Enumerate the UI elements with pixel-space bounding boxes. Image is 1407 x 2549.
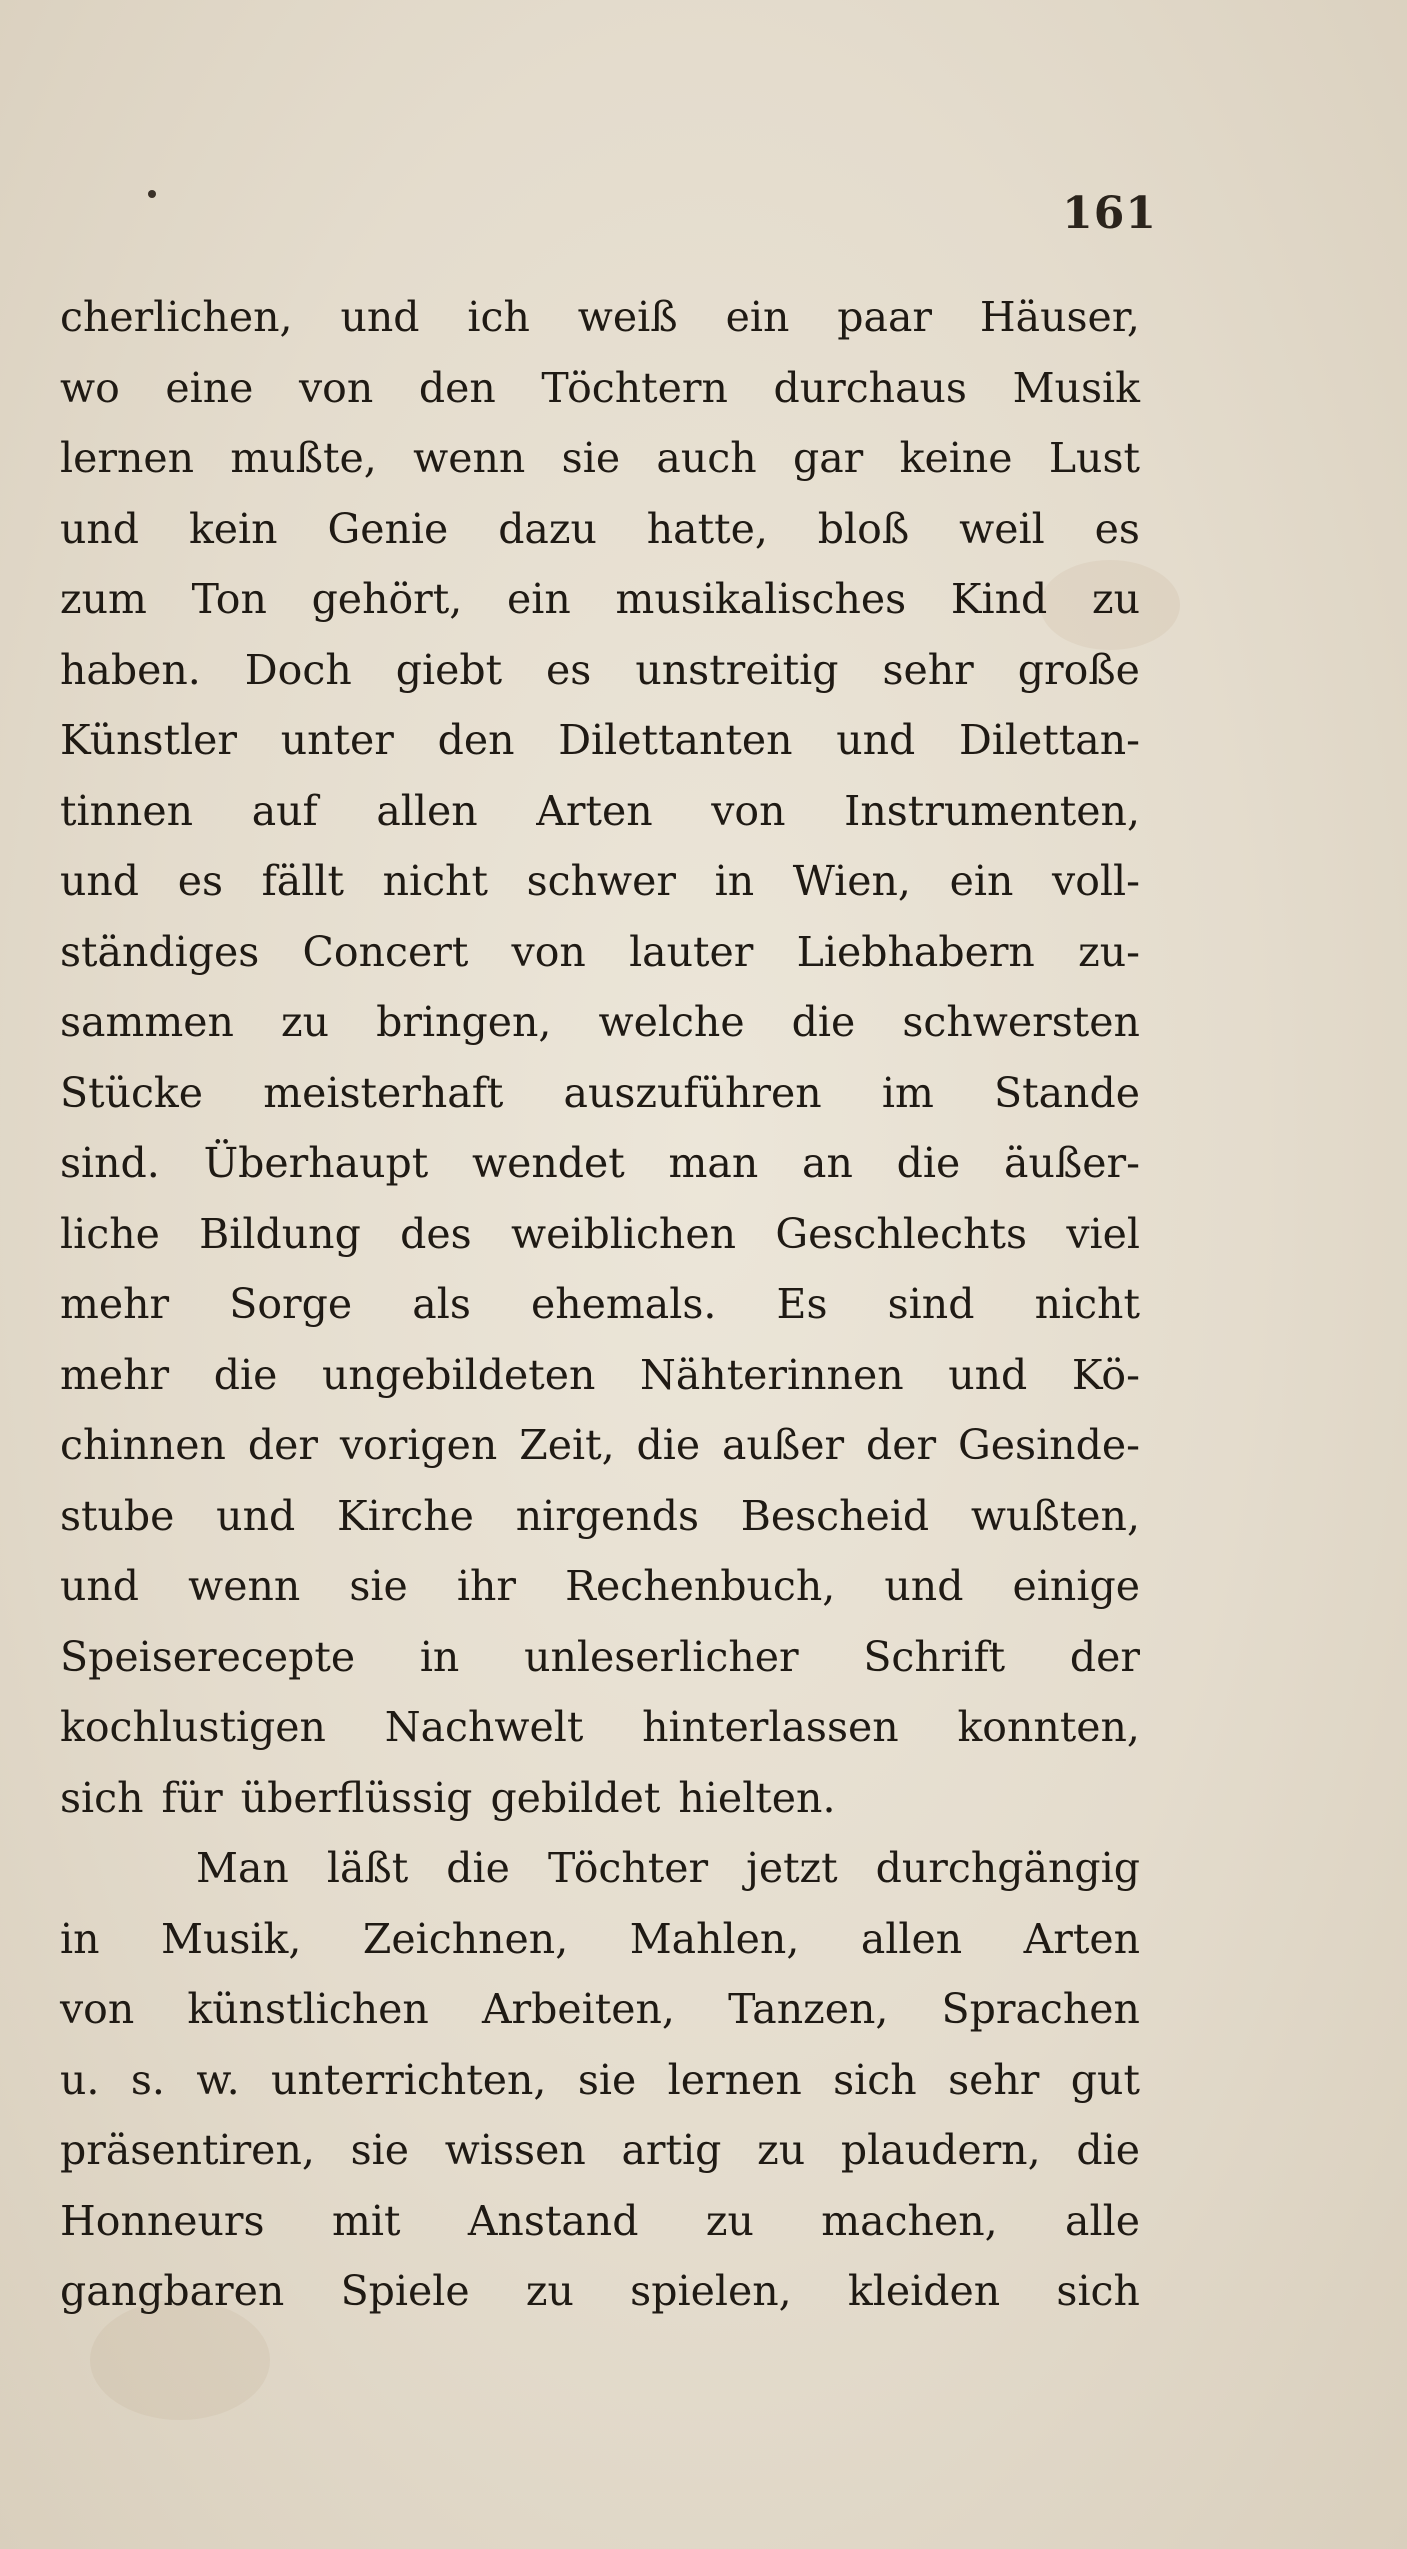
word: es [177, 857, 223, 905]
word: durchaus [773, 363, 967, 412]
word: Nachwelt [384, 1703, 584, 1751]
word: kochlustigen [60, 1703, 326, 1751]
word: unterrichten, [271, 2055, 547, 2104]
word: vorigen [339, 1421, 498, 1469]
word: auszuführen [563, 1068, 822, 1117]
word: Geschlechts [775, 1209, 1028, 1258]
word: Tanzen, [728, 1985, 889, 2033]
text-line [60, 1833, 1140, 1904]
text-line [60, 282, 1140, 353]
word: giebt [395, 645, 503, 694]
word: hatte, [646, 504, 768, 553]
word: sie [561, 434, 621, 482]
text-line [60, 1763, 1140, 1834]
word: Stande [994, 1068, 1140, 1117]
word: die [896, 1139, 961, 1187]
word: die [1076, 2126, 1140, 2174]
word: plaudern, [840, 2126, 1041, 2174]
text-line [60, 2045, 1140, 2116]
text-line [60, 987, 1140, 1058]
margin-mark [148, 190, 156, 198]
word: auch [656, 434, 757, 482]
word: im [881, 1068, 934, 1117]
word: der [1069, 1632, 1140, 1681]
word: Dilettan- [958, 716, 1140, 764]
word: hielten. [678, 1773, 836, 1822]
word: chinnen [60, 1421, 226, 1469]
word: den [437, 716, 515, 764]
text-line [60, 846, 1140, 917]
word: es [546, 645, 592, 694]
word: es [1094, 504, 1140, 553]
word: Musik, [161, 1914, 302, 1963]
word: spielen, [630, 2267, 792, 2315]
word: sich [833, 2055, 917, 2104]
word: und [948, 1350, 1028, 1399]
word: ständiges [60, 927, 260, 976]
word: schwer [526, 857, 676, 905]
word: welche [598, 998, 745, 1046]
word: von [298, 363, 374, 412]
word: cherlichen, [60, 293, 293, 341]
word: Genie [327, 504, 449, 553]
word: außer [722, 1421, 845, 1469]
word: lernen [60, 434, 195, 482]
word: Arten [1023, 1914, 1140, 1963]
word: gebildet [490, 1773, 661, 1822]
word: von [60, 1985, 135, 2033]
word: musikalisches [615, 575, 907, 623]
word: weiblichen [511, 1209, 737, 1258]
text-line [60, 1058, 1140, 1129]
word: die [446, 1844, 510, 1892]
word: Arbeiten, [481, 1985, 675, 2033]
word: Stücke [60, 1068, 204, 1117]
word: die [636, 1421, 701, 1469]
text-line [60, 2115, 1140, 2186]
word: Kirche [336, 1491, 474, 1540]
word: große [1017, 645, 1140, 694]
word: Ton [191, 575, 267, 623]
word: ungebildeten [321, 1350, 596, 1399]
word: wo [60, 363, 120, 412]
word: wenn [188, 1562, 301, 1610]
word: gehört, [311, 575, 463, 623]
word: allen [860, 1914, 963, 1963]
word: mit [331, 2196, 401, 2245]
text-line [60, 635, 1140, 706]
word: die [213, 1350, 278, 1399]
word: Zeichnen, [362, 1914, 569, 1963]
word: Überhaupt [203, 1139, 429, 1187]
word: und [836, 716, 916, 764]
word: wendet [472, 1139, 625, 1187]
word: paar [837, 293, 932, 341]
word: nirgends [515, 1491, 700, 1540]
word: jetzt [746, 1844, 838, 1892]
word: Wien, [792, 857, 911, 905]
word: unter [280, 716, 394, 764]
word: sie [577, 2055, 637, 2104]
text-line [60, 917, 1140, 988]
text-line [60, 423, 1140, 494]
word: sammen [60, 998, 234, 1046]
word: kein [188, 504, 278, 553]
word: meisterhaft [263, 1068, 504, 1117]
word: Es [776, 1280, 828, 1328]
word: und [60, 857, 140, 905]
text-line [60, 1622, 1140, 1693]
word: konnten, [957, 1703, 1140, 1751]
word: bringen, [376, 998, 552, 1046]
word: mußte, [230, 434, 377, 482]
word: Rechenbuch, [565, 1562, 836, 1610]
word: Sorge [229, 1280, 353, 1328]
word: u. [60, 2055, 100, 2104]
word: Bildung [199, 1209, 361, 1258]
word: von [711, 786, 786, 835]
word: sich [60, 1773, 144, 1822]
text-line [60, 1199, 1140, 1270]
word: Töchtern [541, 363, 728, 412]
word: schwersten [902, 998, 1140, 1046]
word: hinterlassen [642, 1703, 899, 1751]
word: Musik [1012, 363, 1140, 412]
word: artig [621, 2126, 722, 2174]
word: ein [506, 575, 571, 623]
text-line [60, 1410, 1140, 1481]
word: und [884, 1562, 964, 1610]
word: tinnen [60, 786, 194, 835]
word: fällt [261, 857, 344, 905]
text-line [60, 1974, 1140, 2045]
word: ein [725, 293, 790, 341]
word: lauter [629, 927, 754, 976]
word: allen [376, 786, 478, 835]
word: dazu [498, 504, 597, 553]
word: Kö- [1071, 1350, 1140, 1399]
word: bloß [817, 504, 910, 553]
word: zu- [1078, 927, 1140, 976]
word: läßt [326, 1844, 409, 1892]
text-line [60, 705, 1140, 776]
word: unleserlicher [524, 1632, 799, 1681]
word: Man [196, 1844, 289, 1892]
word: die [791, 998, 856, 1046]
word: Künstler [60, 716, 238, 764]
word: weiß [577, 293, 678, 341]
word: ehemals. [530, 1280, 717, 1328]
word: wenn [413, 434, 526, 482]
word: weil [959, 504, 1045, 553]
word: Arten [536, 786, 653, 835]
word: ihr [456, 1562, 517, 1610]
word: und [60, 1562, 140, 1610]
word: überflüssig [240, 1773, 473, 1822]
word: präsentiren, [60, 2126, 315, 2174]
word: w. [196, 2055, 240, 2104]
word: Concert [302, 927, 469, 976]
word: sind. [60, 1139, 160, 1187]
word: Sprachen [941, 1985, 1140, 2033]
word: Zeit, [519, 1421, 615, 1469]
word: Gesinde- [958, 1421, 1140, 1469]
word: nicht [382, 857, 488, 905]
word: eine [165, 363, 254, 412]
word: lernen [667, 2055, 802, 2104]
word: haben. [60, 645, 201, 694]
page-number: 161 [1062, 188, 1157, 239]
word: auf [251, 786, 318, 835]
text-line [60, 1904, 1140, 1975]
word: sind [887, 1280, 975, 1328]
word: des [400, 1209, 472, 1258]
word: Bescheid [740, 1491, 930, 1540]
word: sie [349, 1562, 408, 1610]
word: wußten, [970, 1491, 1140, 1540]
text-line [60, 1692, 1140, 1763]
word: zum [60, 575, 147, 623]
word: einige [1012, 1562, 1140, 1610]
word: mehr [60, 1350, 170, 1399]
word: ein [949, 857, 1014, 905]
word: kleiden [847, 2267, 1001, 2315]
word: Doch [244, 645, 352, 694]
word: Dilettanten [558, 716, 793, 764]
word: s. [130, 2055, 165, 2104]
word: Nähterinnen [639, 1350, 904, 1399]
word: ich [467, 293, 530, 341]
word: an [802, 1139, 853, 1187]
text-line [60, 353, 1140, 424]
text-line [60, 1128, 1140, 1199]
text-line [60, 564, 1140, 635]
word: sie [350, 2126, 410, 2174]
word: künstlichen [187, 1985, 429, 2033]
word: viel [1066, 1209, 1140, 1258]
word: für [161, 1773, 223, 1822]
word: Häuser, [979, 293, 1140, 341]
word: den [418, 363, 496, 412]
body-text [60, 282, 1140, 2327]
word: sich [1056, 2267, 1140, 2315]
word: Lust [1048, 434, 1140, 482]
word: als [412, 1280, 471, 1328]
word: Kind [950, 575, 1048, 623]
word: zu [705, 2196, 754, 2245]
word: der [866, 1421, 937, 1469]
word: Töchter [547, 1844, 709, 1892]
word: Speiserecepte [60, 1632, 356, 1681]
word: gangbaren [60, 2267, 285, 2315]
word: mehr [60, 1280, 170, 1328]
text-line [60, 1551, 1140, 1622]
word: machen, [821, 2196, 998, 2245]
word: gut [1070, 2055, 1140, 2104]
word: gar [792, 434, 864, 482]
word: in [419, 1632, 460, 1681]
word: nicht [1034, 1280, 1140, 1328]
word: zu [525, 2267, 574, 2315]
word: zu [1091, 575, 1140, 623]
text-line [60, 1481, 1140, 1552]
word: unstreitig [635, 645, 839, 694]
word: man [668, 1139, 759, 1187]
word: äußer- [1004, 1139, 1140, 1187]
word: und [216, 1491, 296, 1540]
word: Honneurs [60, 2196, 265, 2245]
word: Mahlen, [629, 1914, 800, 1963]
word: Liebhabern [796, 927, 1035, 976]
word: Anstand [467, 2196, 639, 2245]
word: durchgängig [875, 1844, 1140, 1892]
text-line [60, 1340, 1140, 1411]
word: Instrumenten, [844, 786, 1140, 835]
word: und [60, 504, 140, 553]
text-line [60, 494, 1140, 565]
text-line [60, 2256, 1140, 2327]
word: zu [757, 2126, 806, 2174]
word: der [247, 1421, 318, 1469]
word: und [340, 293, 420, 341]
word: Schrift [863, 1632, 1006, 1681]
text-line [60, 776, 1140, 847]
word: sehr [948, 2055, 1040, 2104]
word: von [511, 927, 586, 976]
word: Spiele [340, 2267, 470, 2315]
text-line [60, 2186, 1140, 2257]
word: liche [60, 1209, 160, 1258]
text-line [60, 1269, 1140, 1340]
word: wissen [444, 2126, 586, 2174]
word: in [60, 1914, 100, 1963]
word: zu [281, 998, 330, 1046]
word: alle [1065, 2196, 1140, 2245]
word: in [714, 857, 755, 905]
word: sehr [882, 645, 974, 694]
word: stube [60, 1491, 175, 1540]
word: keine [899, 434, 1013, 482]
word: voll- [1052, 857, 1140, 905]
